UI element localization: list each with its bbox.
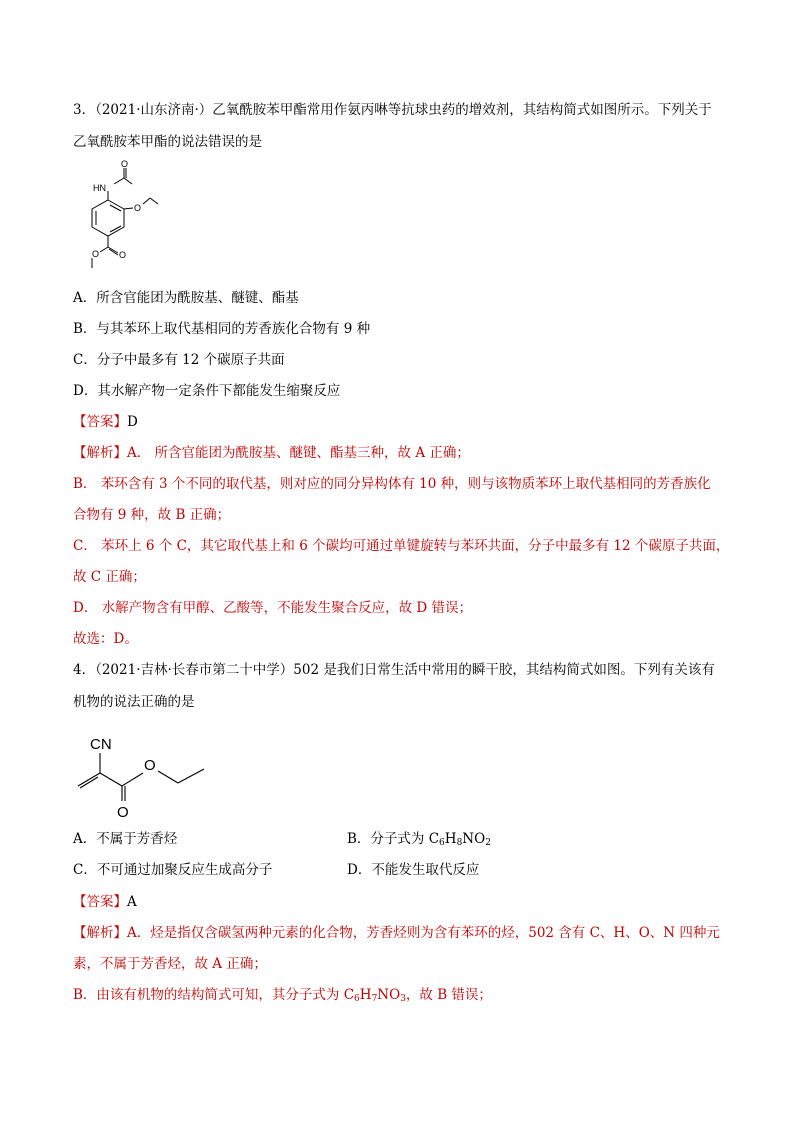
answer-value: D bbox=[127, 414, 138, 430]
q3-analysis-line4: C． 苯环上 6 个 C，其它取代基上和 6 个碳均可通过单键旋转与苯环共面，分子中最多有 12 个碳原子共面， bbox=[73, 538, 730, 554]
q4-stem-line2: 机物的说法正确的是 bbox=[73, 694, 195, 710]
formula-h: H bbox=[444, 831, 457, 847]
option-b-prefix: B．分子式为 C bbox=[347, 831, 440, 847]
q3-option-a: A．所含官能团为酰胺基、醚键、酯基 bbox=[73, 290, 299, 306]
q3-analysis-line3: 合物有 9 种，故 B 正确； bbox=[73, 507, 231, 523]
analysis-formula-suffix: ，故 B 错误； bbox=[405, 987, 492, 1003]
q3-analysis-line1 bbox=[73, 444, 470, 462]
q4-analysis-line2: 素，不属于芳香烃，故 A 正确； bbox=[73, 956, 267, 972]
formula-rest: NO bbox=[462, 831, 486, 847]
q4-stem-line1: 4．（2021·吉林·长春市第二十中学）502 是我们日常生活中常用的瞬干胶，其结构简式如图。下列有关该有 bbox=[73, 662, 715, 678]
formula-sub-o: 3 bbox=[400, 994, 406, 1004]
q4-analysis-line3 bbox=[73, 986, 492, 1004]
q4-structure-diagram bbox=[72, 725, 212, 825]
q4-cn-label: CN bbox=[90, 736, 112, 753]
formula-h: H bbox=[359, 987, 372, 1003]
formula-sub-h: 8 bbox=[456, 838, 463, 848]
analysis-text: A． 所含官能团为酰胺基、醚键、酯基三种，故 A 正确； bbox=[127, 445, 470, 461]
q4-option-a: A．不属于芳香烃 bbox=[73, 831, 178, 847]
q4-option-d: D．不能发生取代反应 bbox=[347, 862, 480, 878]
q3-answer bbox=[73, 413, 138, 431]
formula-sub-c: 6 bbox=[354, 994, 360, 1004]
q3-option-d: D．其水解产物一定条件下都能发生缩聚反应 bbox=[73, 383, 341, 399]
q3-option-b: B．与其苯环上取代基相同的芳香族化合物有 9 种 bbox=[73, 321, 371, 337]
q3-o-ketone-label: O bbox=[121, 159, 129, 169]
q3-conclusion: 故选：D。 bbox=[73, 631, 138, 647]
q3-o-carbonyl-label: O bbox=[119, 250, 127, 260]
q3-analysis-line2: B． 苯环含有 3 个不同的取代基，则对应的同分异构体有 10 种，则与该物质苯环上取代基相同的芳香族化 bbox=[73, 476, 711, 492]
q3-analysis-line5: 故 C 正确； bbox=[73, 569, 146, 585]
analysis-text: A．烃是指仅含碳氢两种元素的化合物，芳香烃则为含有苯环的烃，502 含有 C、H、O、N 四种元 bbox=[127, 925, 720, 941]
q3-option-c: C．分子中最多有 12 个碳原子共面 bbox=[73, 352, 285, 368]
answer-label: 【答案】 bbox=[73, 414, 127, 430]
q4-analysis-line1 bbox=[73, 924, 720, 942]
q4-o-ester-label: O bbox=[144, 757, 156, 774]
analysis-formula-prefix: B．由该有机物的结构简式可知，其分子式为 C bbox=[73, 987, 355, 1003]
formula-sub-h: 7 bbox=[371, 994, 378, 1004]
answer-value: A bbox=[127, 894, 137, 910]
answer-label: 【答案】 bbox=[73, 894, 127, 910]
q3-analysis-line6: D． 水解产物含有甲醇、乙酸等，不能发生聚合反应，故 D 错误； bbox=[73, 600, 473, 616]
q3-stem-line2: 乙氧酰胺苯甲酯的说法错误的是 bbox=[73, 134, 262, 150]
q4-answer bbox=[73, 893, 137, 911]
q4-option-b bbox=[347, 830, 491, 848]
q4-option-c: C．不可通过加聚反应生成高分子 bbox=[73, 862, 273, 878]
formula-rest: NO bbox=[377, 987, 401, 1003]
q3-nh-label: HN bbox=[93, 183, 106, 193]
formula-sub-c: 6 bbox=[439, 838, 445, 848]
analysis-label: 【解析】 bbox=[73, 445, 127, 461]
q3-o-ester-label: O bbox=[92, 249, 100, 259]
q3-stem-line1: 3．（2021·山东济南·）乙氧酰胺苯甲酯常用作氨丙啉等抗球虫药的增效剂，其结构简式如图所示。下列关于 bbox=[73, 102, 712, 118]
formula-sub-o: 2 bbox=[485, 838, 491, 848]
q3-o-ether-label: O bbox=[134, 203, 142, 213]
q4-o-carbonyl-label: O bbox=[117, 804, 129, 821]
benzene-ring bbox=[92, 200, 124, 236]
analysis-label: 【解析】 bbox=[73, 925, 127, 941]
q3-structure-diagram bbox=[80, 158, 160, 278]
